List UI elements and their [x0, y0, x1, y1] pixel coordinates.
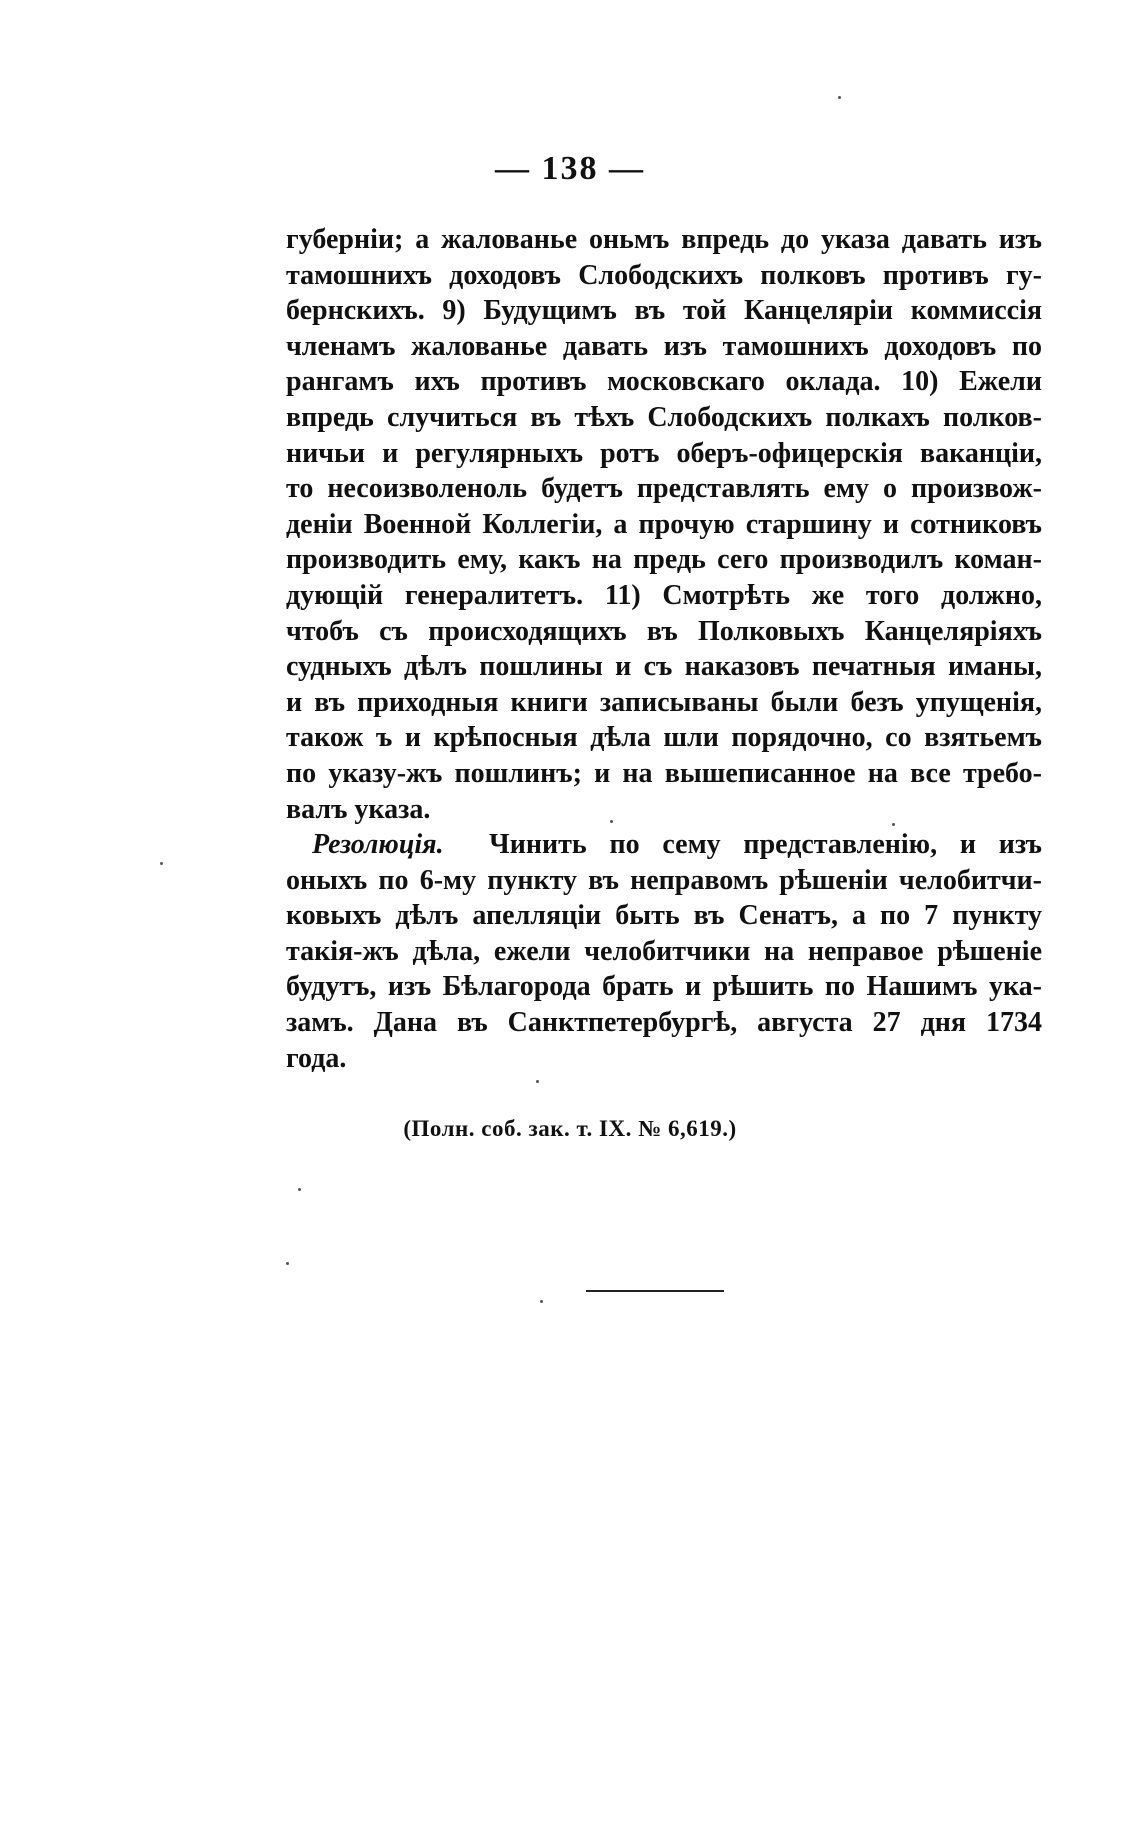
text-line: чтобъ съ происходящихъ въ Полковыхъ Канцеляріяхъ — [286, 615, 1042, 647]
print-speck — [892, 823, 895, 826]
print-speck — [298, 1188, 301, 1191]
text-line: замъ. Дана въ Санктпетербургѣ, августа 27 дня 1734 — [286, 1007, 1042, 1039]
text-line: производить ему, какъ на предь сего производилъ коман- — [286, 544, 1042, 576]
text-line: ковыхъ дѣлъ апелляціи быть въ Сенатъ, а по 7 пункту — [286, 900, 1042, 932]
text-line: тамошнихъ доходовъ Слободскихъ полковъ противъ гу- — [286, 259, 1042, 291]
resolution-text: Чинить по сему представленію, и изъ — [489, 829, 1043, 861]
text-line: года. — [286, 1042, 347, 1074]
text-line: бернскихъ. 9) Будущимъ въ той Канцеляріи коммиссія — [286, 295, 1042, 327]
text-line: впредь случиться въ тѣхъ Слободскихъ полкахъ полков- — [286, 401, 1042, 433]
text-line: губерніи; а жалованье оньмъ впредь до указа давать изъ — [286, 224, 1042, 255]
text-line: по указу-жъ пошлинъ; и на вышеписанное на все требо- — [286, 757, 1042, 789]
print-speck — [536, 1080, 539, 1083]
text-line: рангамъ ихъ противъ московскаго оклада. 10) Ежели — [286, 366, 1042, 398]
text-line: деніи Военной Коллегіи, а прочую старшину и сотниковъ — [286, 508, 1042, 540]
text-line: и въ приходныя книги записываны были безъ упущенія, — [286, 686, 1042, 718]
text-line: ничьи и регулярныхъ ротъ оберъ-офицерскія ваканціи, — [286, 437, 1042, 469]
text-line: дующій генералитетъ. 11) Смотрѣть же того должно, — [286, 579, 1042, 611]
text-line: будутъ, изъ Бѣлагорода брать и рѣшить по Нашимъ ука- — [286, 971, 1042, 1003]
text-line: валъ указа. — [286, 793, 431, 825]
text-line: судныхъ дѣлъ пошлины и съ наказовъ печатныя иманы, — [286, 651, 1042, 683]
citation: (Полн. соб. зак. т. IX. № 6,619.) — [403, 1116, 737, 1141]
text-line: то несоизволеноль будетъ представлять ему о произвож- — [286, 473, 1042, 505]
print-speck — [838, 96, 841, 99]
text-line: також ъ и крѣпосныя дѣла шли порядочно, со взятьемъ — [286, 722, 1042, 754]
text-line: членамъ жалованье давать изъ тамошнихъ доходовъ по — [286, 330, 1042, 362]
print-speck — [160, 862, 163, 865]
body-text — [286, 222, 1042, 1076]
print-speck — [286, 1262, 289, 1265]
text-line: оныхъ по 6-му пункту въ неправомъ рѣшеніи челобитчи- — [286, 864, 1042, 896]
text-line: такія-жъ дѣла, ежели челобитчики на неправое рѣшеніе — [286, 935, 1042, 967]
resolution-first-line — [286, 827, 1042, 863]
page-number-header: — 138 — — [495, 150, 645, 187]
print-speck — [540, 1300, 543, 1303]
print-speck — [610, 820, 613, 823]
resolution-label: Резолюція. — [312, 829, 444, 861]
section-divider — [586, 1290, 724, 1292]
